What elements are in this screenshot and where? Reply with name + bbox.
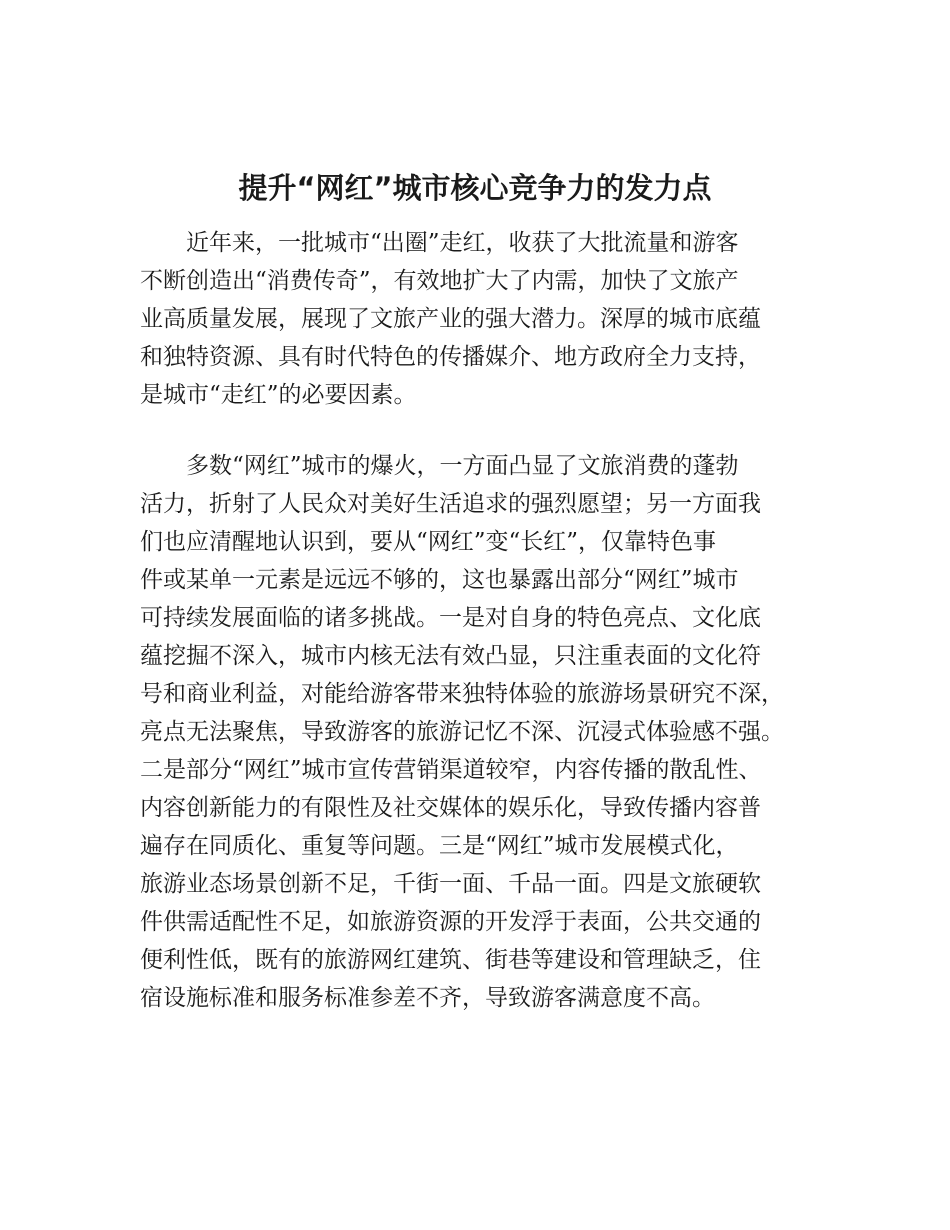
paragraph-line: 宿设施标准和服务标准参差不齐，导致游客满意度不高。 <box>140 985 715 1011</box>
paragraph-line: 旅游业态场景创新不足，千街一面、千品一面。四是文旅硬软 <box>140 871 761 897</box>
paragraph-line: 内容创新能力的有限性及社交媒体的娱乐化，导致传播内容普 <box>140 795 761 821</box>
paragraph-line: 件或某单一元素是远远不够的，这也暴露出部分“网红”城市 <box>140 567 739 593</box>
paragraph-line: 近年来，一批城市“出圈”走红，收获了大批流量和游客 <box>140 230 739 256</box>
paragraph-line: 可持续发展面临的诸多挑战。一是对自身的特色亮点、文化底 <box>140 605 761 631</box>
paragraph-line: 和独特资源、具有时代特色的传播媒介、地方政府全力支持， <box>140 344 761 370</box>
paragraph-1 <box>140 224 820 414</box>
paragraph-line: 们也应清醒地认识到，要从“网红”变“长红”，仅靠特色事 <box>140 529 717 555</box>
paragraph-2 <box>140 447 820 1017</box>
paragraph-line: 件供需适配性不足，如旅游资源的开发浮于表面，公共交通的 <box>140 909 761 935</box>
paragraph-line: 蕴挖掘不深入，城市内核无法有效凸显，只注重表面的文化符 <box>140 643 761 669</box>
document-title: 提升“网红”城市核心竞争力的发力点 <box>238 171 712 205</box>
paragraph-line: 便利性低，既有的旅游网红建筑、街巷等建设和管理缺乏，住 <box>140 947 761 973</box>
paragraph-line: 不断创造出“消费传奇”，有效地扩大了内需，加快了文旅产 <box>140 268 739 294</box>
paragraph-line: 活力，折射了人民众对美好生活追求的强烈愿望；另一方面我 <box>140 491 761 517</box>
paragraph-line: 亮点无法聚焦，导致游客的旅游记忆不深、沉浸式体验感不强。 <box>140 719 784 745</box>
paragraph-line: 号和商业利益，对能给游客带来独特体验的旅游场景研究不深， <box>140 681 784 707</box>
paragraph-line: 遍存在同质化、重复等问题。三是“网红”城市发展模式化， <box>140 833 739 859</box>
paragraph-line: 二是部分“网红”城市宣传营销渠道较窄，内容传播的散乱性、 <box>140 757 762 783</box>
paragraph-line: 是城市“走红”的必要因素。 <box>140 382 417 408</box>
paragraph-line: 多数“网红”城市的爆火，一方面凸显了文旅消费的蓬勃 <box>140 453 739 479</box>
paragraph-line: 业高质量发展，展现了文旅产业的强大潜力。深厚的城市底蕴 <box>140 306 761 332</box>
